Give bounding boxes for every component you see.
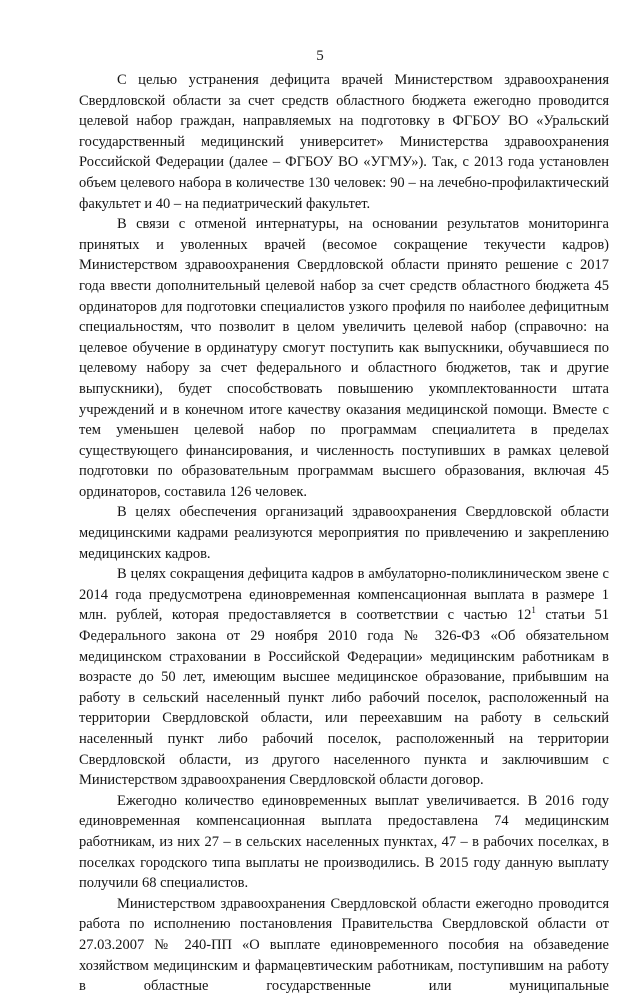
paragraph-payments-statistics: Ежегодно количество единовременных выплат увеличивается. В 2016 году единовременная компенсационная выплата предоставлена 74 медицинским работникам, из них 27 – в сельских населенных пунктах, 47 – в рабочих поселках, в поселках городского типа выплаты не производились. В 2015 году данную выплату получили 68 специалистов. bbox=[79, 792, 609, 892]
paragraph-text-part: статьи 51 Федерального закона от 29 ноября 2010 года № 326-ФЗ «Об обязательном медицинском страховании в Российской Федерации» медицинским работникам в возрасте до 50 лет, имеющим высшее медицинское образование, прибывшим на работу в сельский населенный пункт либо рабочий поселок, расположенный на территории Свердловской области, или переехавшим на работу в сельский населенный пункт либо рабочий поселок, расположенный на территории Свердловской области, из другого населенного пункта и заключившим с Министерством здравоохранения Свердловской области договор. bbox=[79, 607, 609, 789]
paragraph-compensation-payment bbox=[79, 564, 609, 791]
paragraph-resolution-execution: Министерством здравоохранения Свердловской области ежегодно проводится работа по исполнению постановления Правительства Свердловской области от 27.03.2007 № 240-ПП «О выплате единовременного пособия на обзаведение хозяйством медицинским и фармацевтическим работникам, поступившим на работу в областные государственные или муниципальные bbox=[79, 895, 609, 995]
paragraph-text-part: В целях сокращения дефицита кадров в амбулаторно-поликлиническом звене с 2014 года предусмотрена единовременная компенсационная выплата в размере 1 млн. рублей, которая предоставляется в соответствии с частью 12 bbox=[79, 566, 609, 624]
document-body bbox=[79, 70, 609, 997]
superscript-index: 1 bbox=[531, 605, 536, 616]
paragraph-staff-retention: В целях обеспечения организаций здравоохранения Свердловской области медицинскими кадрами реализуются мероприятия по привлечению и закреплению медицинских кадров. bbox=[79, 504, 609, 562]
page-number: 5 bbox=[316, 48, 324, 64]
paragraph-internship-cancellation: В связи с отменой интернатуры, на основании результатов мониторинга принятых и уволенных врачей (весомое сокращение текучести кадров) Министерством здравоохранения Свердловской области принято решение с 2017 года ввести дополнительный целевой набор за счет средств областного бюджета 45 ординаторов для подготовки специалистов узкого профиля по наиболее дефицитным специальностям, что позволит в целом увеличить целевой набор (справочно: на целевое обучение в ординатуру смогут поступить как выпускники, обучавшиеся по целевому набору за счет федерального и областного бюджетов, так и другие выпускники), будет способствовать повышению укомплектованности штата учреждений и в конечном итоге качеству оказания медицинской помощи. Вместе с тем уменьшен целевой набор по программам специалитета в пределах существующего финансирования, и численность поступивших в рамках целевой подготовки по образовательным программам высшего образования, включая 45 ординаторов, составила 126 человек. bbox=[79, 216, 609, 500]
paragraph-targeted-admission: С целью устранения дефицита врачей Министерством здравоохранения Свердловской области за счет средств областного бюджета ежегодно проводится целевой набор граждан, направляемых на подготовку в ФГБОУ ВО «Уральский государственный медицинский университет» Министерства здравоохранения Российской Федерации (далее – ФГБОУ ВО «УГМУ»). Так, с 2013 года установлен объем целевого набора в количестве 130 человек: 90 – на лечебно-профилактический факультет и 40 – на педиатрический факультет. bbox=[79, 72, 609, 212]
